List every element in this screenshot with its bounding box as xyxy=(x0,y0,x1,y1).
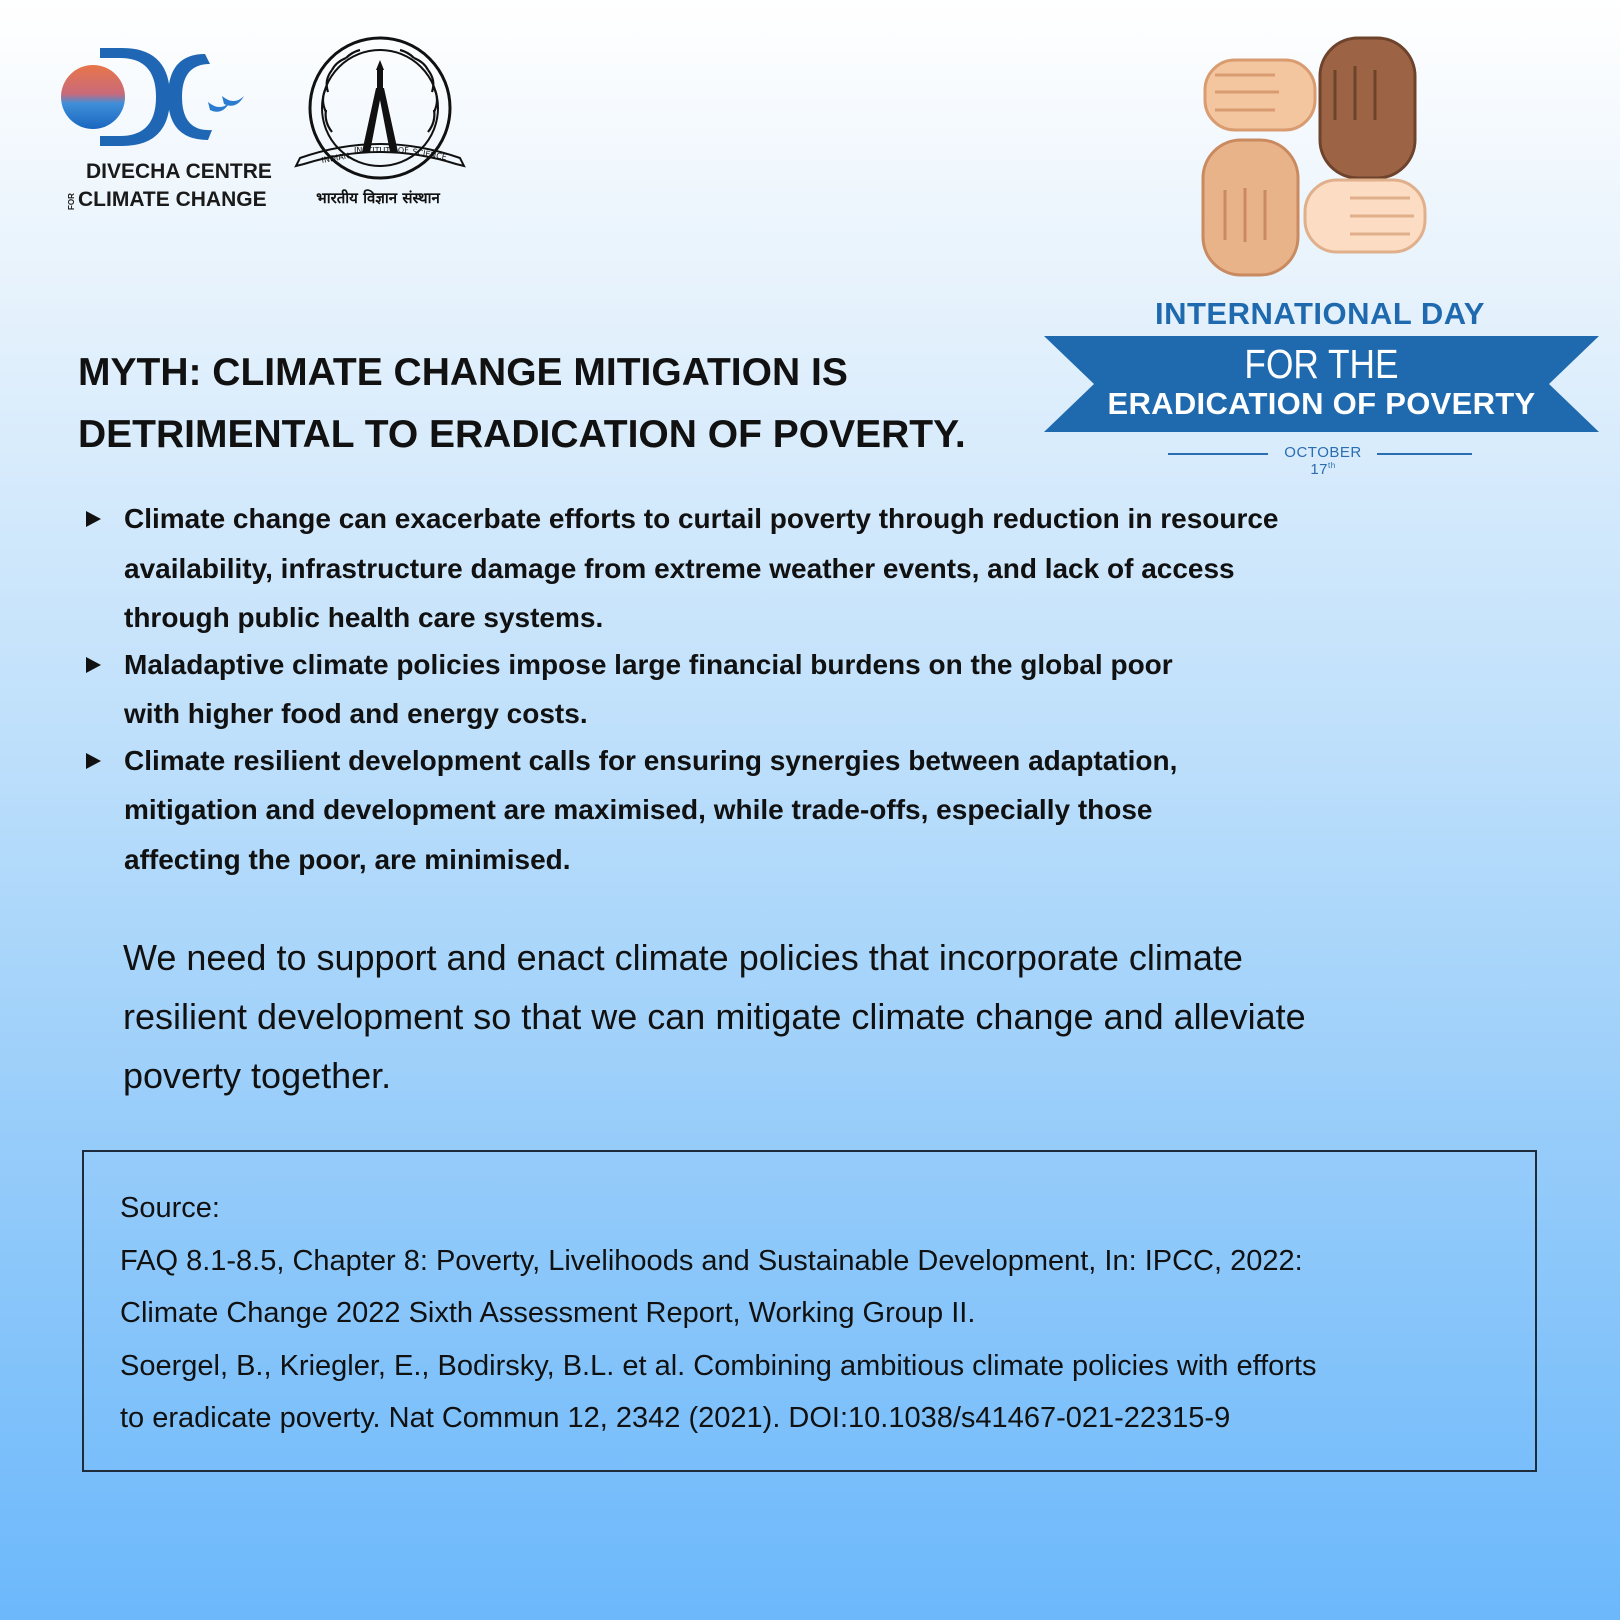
date-rule-right xyxy=(1377,453,1472,455)
cta-line1: We need to support and enact climate policies that incorporate climate xyxy=(123,937,1243,978)
divecha-line1: DIVECHA CENTRE xyxy=(86,160,272,183)
joined-fists-icon xyxy=(1185,30,1445,280)
banner-international-day: INTERNATIONAL DAY xyxy=(1154,296,1485,331)
bullet-text: affecting the poor, are minimised. xyxy=(124,843,571,875)
bullet-text: Climate change can exacerbate efforts to curtail poverty through reduction in resource xyxy=(124,503,1279,534)
bullet-triangle-icon xyxy=(86,511,101,527)
iisc-emblem-icon xyxy=(280,30,480,190)
source-ref2-line1: Soergel, B., Kriegler, E., Bodirsky, B.L. et al. Combining ambitious climate policies with efforts xyxy=(120,1349,1317,1382)
source-ref1-line1: FAQ 8.1-8.5, Chapter 8: Poverty, Livelihoods and Sustainable Development, In: IPCC, 2022: xyxy=(120,1244,1303,1277)
bullet-text: through public health care systems. xyxy=(124,602,604,633)
bullet-triangle-icon xyxy=(86,657,101,673)
cta-line3: poverty together. xyxy=(123,1055,392,1096)
list-item xyxy=(82,640,1502,739)
banner-date-text: OCTOBER 17 xyxy=(1284,444,1362,478)
bullet-text: Maladaptive climate policies impose large financial burdens on the global poor xyxy=(124,648,1173,680)
banner-date-suffix: th xyxy=(1328,461,1336,470)
headline-line1: MYTH: CLIMATE CHANGE MITIGATION IS xyxy=(78,351,848,394)
headline-line2: DETRIMENTAL TO ERADICATION OF POVERTY. xyxy=(78,413,966,456)
list-item xyxy=(82,736,1502,885)
call-to-action xyxy=(123,928,1523,1105)
banner-date xyxy=(1270,444,1376,478)
bullet-text: availability, infrastructure damage from extreme weather events, and lack of access xyxy=(124,552,1235,584)
date-rule-left xyxy=(1168,453,1268,455)
iisc-logo xyxy=(280,30,480,220)
source-ref2-line2: to eradicate poverty. Nat Commun 12, 2342 (2021). DOI:10.1038/s41467-021-22315-9 xyxy=(120,1402,1231,1434)
myth-headline xyxy=(78,342,1038,466)
divecha-centre-logo xyxy=(60,40,272,211)
fact-bullet-list xyxy=(82,494,1502,881)
divecha-line2: CLIMATE CHANGE xyxy=(78,188,267,211)
iisc-arc-left: INDIAN xyxy=(320,151,351,165)
bullet-text: Climate resilient development calls for ensuring synergies between adaptation, xyxy=(124,744,1178,776)
iisc-arc-mid: INSTITUTE OF xyxy=(354,146,409,155)
source-box xyxy=(82,1150,1537,1472)
banner-eradication-of-poverty: ERADICATION OF POVERTY xyxy=(1107,386,1536,421)
bullet-text: mitigation and development are maximised, while trade-offs, especially those xyxy=(124,794,1153,825)
source-label: Source: xyxy=(120,1192,220,1224)
banner-for-the: FOR THE xyxy=(1244,341,1399,387)
bullet-text: with higher food and energy costs. xyxy=(124,698,588,729)
joined-fists-illustration xyxy=(1185,30,1445,280)
bullet-triangle-icon xyxy=(86,753,101,769)
iisc-hindi-name: भारतीय विज्ञान संस्थान xyxy=(316,189,440,207)
divecha-for: FOR xyxy=(67,193,76,210)
divecha-logo-icon xyxy=(60,40,250,155)
iisc-arc-right: SCIENCE xyxy=(411,147,448,162)
cta-line2: resilient development so that we can mitigate climate change and alleviate xyxy=(123,996,1306,1037)
list-item xyxy=(82,494,1502,643)
source-ref1-line2: Climate Change 2022 Sixth Assessment Report, Working Group II. xyxy=(120,1297,976,1329)
